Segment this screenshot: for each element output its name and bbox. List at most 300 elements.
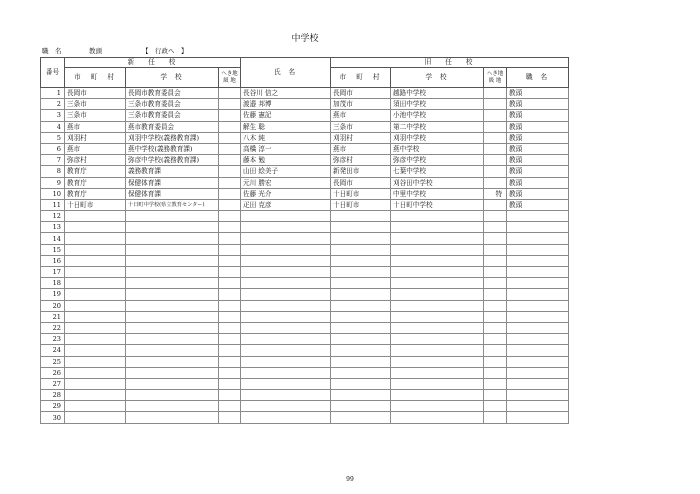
old-school-cell: 刈羽中学校 (391, 132, 484, 143)
new-school-cell (126, 222, 219, 233)
transfer-table (40, 57, 569, 424)
new-school-cell: 刈羽中学校(義務教育課) (126, 132, 219, 143)
old-remote-grade-cell (484, 345, 507, 356)
name-cell (241, 278, 331, 289)
job-title-cell: 教頭 (507, 110, 569, 121)
old-school-cell (391, 244, 484, 255)
row-number: 24 (41, 345, 65, 356)
new-city-cell: 三条市 (65, 110, 126, 121)
name-cell (241, 233, 331, 244)
table-row (41, 188, 569, 199)
new-city-cell: 教育庁 (65, 188, 126, 199)
new-remote-grade-cell (219, 211, 241, 222)
old-city-cell (331, 255, 391, 266)
old-school-cell (391, 222, 484, 233)
table-row (41, 334, 569, 345)
name-cell (241, 322, 331, 333)
new-city-cell (65, 401, 126, 412)
old-remote-grade-cell (484, 222, 507, 233)
old-remote-grade-cell (484, 110, 507, 121)
table-row (41, 378, 569, 389)
new-city-cell: 長岡市 (65, 88, 126, 99)
new-remote-grade-cell (219, 143, 241, 154)
name-cell (241, 334, 331, 345)
new-remote-grade-cell (219, 177, 241, 188)
table-row (41, 233, 569, 244)
new-city-cell (65, 211, 126, 222)
name-cell: 長谷川 信之 (241, 88, 331, 99)
new-school-cell (126, 401, 219, 412)
new-city-cell: 三条市 (65, 99, 126, 110)
old-school-cell (391, 390, 484, 401)
new-remote-grade-cell (219, 132, 241, 143)
name-cell (241, 300, 331, 311)
row-number: 7 (41, 155, 65, 166)
job-title-cell: 教頭 (507, 177, 569, 188)
job-title-cell (507, 233, 569, 244)
new-school-cell: 長岡市教育委員会 (126, 88, 219, 99)
name-cell (241, 367, 331, 378)
new-city-cell (65, 412, 126, 423)
new-city-cell (65, 289, 126, 300)
old-remote-grade-cell (484, 211, 507, 222)
new-city-cell: 十日町市 (65, 199, 126, 210)
new-city-cell (65, 356, 126, 367)
name-cell (241, 267, 331, 278)
job-title-cell (507, 401, 569, 412)
table-row (41, 244, 569, 255)
row-number: 26 (41, 367, 65, 378)
table-body (41, 88, 569, 424)
new-remote-grade-cell (219, 267, 241, 278)
new-school-cell: 十日町中学校(県立教育センター) (126, 199, 219, 210)
row-number: 22 (41, 322, 65, 333)
old-school-cell (391, 255, 484, 266)
header-new-remote-grade (219, 68, 241, 88)
old-city-cell (331, 390, 391, 401)
job-title-cell: 教頭 (507, 155, 569, 166)
job-title-cell (507, 356, 569, 367)
name-cell (241, 390, 331, 401)
table-row (41, 88, 569, 99)
new-city-cell (65, 334, 126, 345)
table-row (41, 155, 569, 166)
old-remote-grade-cell (484, 289, 507, 300)
old-remote-grade-cell (484, 267, 507, 278)
new-remote-grade-cell (219, 278, 241, 289)
old-remote-grade-cell (484, 334, 507, 345)
new-city-cell (65, 367, 126, 378)
new-city-cell (65, 345, 126, 356)
job-title-cell: 教頭 (507, 188, 569, 199)
table-row (41, 177, 569, 188)
row-number: 6 (41, 143, 65, 154)
new-remote-grade-cell (219, 345, 241, 356)
old-city-cell (331, 345, 391, 356)
old-remote-grade-cell (484, 244, 507, 255)
row-number: 17 (41, 267, 65, 278)
old-city-cell (331, 334, 391, 345)
old-remote-grade-cell (484, 233, 507, 244)
new-city-cell: 燕市 (65, 143, 126, 154)
header-name: 氏名 (241, 58, 331, 88)
new-city-cell (65, 300, 126, 311)
old-remote-grade-cell (484, 322, 507, 333)
old-city-cell (331, 222, 391, 233)
old-school-cell: 須田中学校 (391, 99, 484, 110)
old-remote-grade-cell (484, 88, 507, 99)
new-school-cell: 保健体育課 (126, 177, 219, 188)
new-remote-grade-cell (219, 367, 241, 378)
old-school-cell: 小池中学校 (391, 110, 484, 121)
name-cell: 藤本 勉 (241, 155, 331, 166)
table-row (41, 143, 569, 154)
table-row (41, 99, 569, 110)
old-remote-grade-cell: 特 (484, 188, 507, 199)
old-remote-grade-cell (484, 278, 507, 289)
old-remote-grade-cell (484, 367, 507, 378)
new-city-cell (65, 322, 126, 333)
row-number: 4 (41, 121, 65, 132)
name-cell (241, 378, 331, 389)
old-city-cell: 刈羽村 (331, 132, 391, 143)
old-remote-grade-cell (484, 311, 507, 322)
position-category: 【 行政へ 】 (142, 47, 188, 55)
new-school-cell (126, 300, 219, 311)
new-remote-grade-cell (219, 334, 241, 345)
table-row (41, 110, 569, 121)
old-city-cell (331, 300, 391, 311)
name-cell (241, 412, 331, 423)
old-school-cell (391, 378, 484, 389)
new-school-cell (126, 267, 219, 278)
row-number: 28 (41, 390, 65, 401)
row-number: 12 (41, 211, 65, 222)
old-school-cell (391, 267, 484, 278)
name-cell (241, 345, 331, 356)
name-cell: 佐藤 憲記 (241, 110, 331, 121)
job-title-cell (507, 222, 569, 233)
old-city-cell (331, 356, 391, 367)
name-cell: 山田 絵美子 (241, 166, 331, 177)
table-row (41, 322, 569, 333)
old-city-cell (331, 267, 391, 278)
name-cell: 解生 聡 (241, 121, 331, 132)
job-title-cell (507, 278, 569, 289)
new-city-cell: 教育庁 (65, 177, 126, 188)
name-cell (241, 311, 331, 322)
job-title-cell (507, 311, 569, 322)
old-city-cell (331, 244, 391, 255)
old-city-cell: 燕市 (331, 143, 391, 154)
row-number: 30 (41, 412, 65, 423)
new-school-cell (126, 378, 219, 389)
header-new-school: 学校 (126, 68, 219, 88)
new-school-cell (126, 255, 219, 266)
old-city-cell: 弥彦村 (331, 155, 391, 166)
old-city-cell (331, 278, 391, 289)
old-school-cell (391, 412, 484, 423)
job-title-cell: 教頭 (507, 88, 569, 99)
old-school-cell: 刈谷田中学校 (391, 177, 484, 188)
job-title-cell (507, 367, 569, 378)
new-remote-grade-cell (219, 401, 241, 412)
new-city-cell (65, 378, 126, 389)
old-city-cell (331, 367, 391, 378)
new-city-cell: 弥彦村 (65, 155, 126, 166)
name-cell (241, 289, 331, 300)
old-city-cell: 十日町市 (331, 199, 391, 210)
job-title-cell (507, 345, 569, 356)
new-remote-grade-cell (219, 155, 241, 166)
new-school-cell (126, 390, 219, 401)
old-city-cell: 加茂市 (331, 99, 391, 110)
name-cell: 八木 純 (241, 132, 331, 143)
new-school-cell (126, 412, 219, 423)
row-number: 2 (41, 99, 65, 110)
old-remote-grade-cell (484, 166, 507, 177)
header-remote-line2: 級 地 (488, 77, 502, 84)
old-school-cell: 十日町中学校 (391, 199, 484, 210)
old-city-cell: 新発田市 (331, 166, 391, 177)
old-city-cell: 三条市 (331, 121, 391, 132)
old-school-cell (391, 311, 484, 322)
table-row (41, 401, 569, 412)
table-row (41, 289, 569, 300)
old-school-cell (391, 345, 484, 356)
job-title-cell (507, 255, 569, 266)
new-city-cell: 刈羽村 (65, 132, 126, 143)
old-school-cell: 中里中学校 (391, 188, 484, 199)
old-school-cell (391, 334, 484, 345)
header-remote-line1: へき地 (486, 71, 504, 77)
new-remote-grade-cell (219, 199, 241, 210)
new-remote-grade-cell (219, 311, 241, 322)
job-title-cell (507, 211, 569, 222)
table-row (41, 199, 569, 210)
new-remote-grade-cell (219, 300, 241, 311)
old-remote-grade-cell (484, 412, 507, 423)
old-remote-grade-cell (484, 155, 507, 166)
header-number: 番号 (41, 58, 65, 88)
table-row (41, 278, 569, 289)
name-cell (241, 401, 331, 412)
new-remote-grade-cell (219, 378, 241, 389)
old-remote-grade-cell (484, 99, 507, 110)
new-city-cell: 教育庁 (65, 166, 126, 177)
new-remote-grade-cell (219, 390, 241, 401)
name-cell (241, 255, 331, 266)
job-title-cell (507, 322, 569, 333)
name-cell: 佐藤 光介 (241, 188, 331, 199)
new-remote-grade-cell (219, 121, 241, 132)
row-number: 8 (41, 166, 65, 177)
row-number: 21 (41, 311, 65, 322)
row-number: 18 (41, 278, 65, 289)
old-city-cell: 十日町市 (331, 188, 391, 199)
new-remote-grade-cell (219, 233, 241, 244)
new-remote-grade-cell (219, 99, 241, 110)
row-number: 27 (41, 378, 65, 389)
new-remote-grade-cell (219, 222, 241, 233)
row-number: 11 (41, 199, 65, 210)
table-row (41, 121, 569, 132)
old-school-cell: 越路中学校 (391, 88, 484, 99)
name-cell: 渡邉 邦博 (241, 99, 331, 110)
row-number: 10 (41, 188, 65, 199)
header-old-city: 市 町 村 (331, 68, 391, 88)
new-remote-grade-cell (219, 188, 241, 199)
header-old-school: 学校 (391, 68, 484, 88)
table-row (41, 345, 569, 356)
new-school-cell: 義務教育課 (126, 166, 219, 177)
name-cell (241, 244, 331, 255)
old-school-cell (391, 300, 484, 311)
old-city-cell: 長岡市 (331, 177, 391, 188)
new-school-cell: 燕中学校(義務教育課) (126, 143, 219, 154)
old-city-cell (331, 311, 391, 322)
job-title-cell: 教頭 (507, 132, 569, 143)
new-remote-grade-cell (219, 110, 241, 121)
row-number: 3 (41, 110, 65, 121)
old-school-cell: 弥彦中学校 (391, 155, 484, 166)
job-title-cell (507, 244, 569, 255)
old-city-cell: 長岡市 (331, 88, 391, 99)
table-row (41, 356, 569, 367)
new-school-cell: 三条市教育委員会 (126, 110, 219, 121)
new-school-cell: 弥彦中学校(義務教育課) (126, 155, 219, 166)
name-cell: 元川 勝宏 (241, 177, 331, 188)
old-school-cell (391, 356, 484, 367)
old-school-cell (391, 322, 484, 333)
position-value: 教頭 (89, 47, 102, 55)
old-remote-grade-cell (484, 121, 507, 132)
row-number: 19 (41, 289, 65, 300)
new-school-cell: 燕市教育委員会 (126, 121, 219, 132)
old-school-cell (391, 233, 484, 244)
table-row (41, 166, 569, 177)
old-city-cell (331, 289, 391, 300)
new-remote-grade-cell (219, 88, 241, 99)
old-school-cell (391, 289, 484, 300)
new-school-cell (126, 311, 219, 322)
old-remote-grade-cell (484, 300, 507, 311)
table-row (41, 412, 569, 423)
new-school-cell (126, 367, 219, 378)
row-number: 15 (41, 244, 65, 255)
new-remote-grade-cell (219, 289, 241, 300)
new-remote-grade-cell (219, 166, 241, 177)
new-school-cell (126, 289, 219, 300)
table-row (41, 255, 569, 266)
row-number: 9 (41, 177, 65, 188)
new-city-cell (65, 244, 126, 255)
row-number: 29 (41, 401, 65, 412)
new-city-cell (65, 278, 126, 289)
job-title-cell (507, 300, 569, 311)
new-school-cell: 保健体育課 (126, 188, 219, 199)
header-old-school-group: 旧任校 (331, 58, 569, 68)
job-title-cell (507, 390, 569, 401)
row-number: 5 (41, 132, 65, 143)
header-remote-line1: へき地 (221, 71, 238, 77)
old-remote-grade-cell (484, 199, 507, 210)
old-school-cell (391, 278, 484, 289)
name-cell: 疋田 克彦 (241, 199, 331, 210)
old-school-cell (391, 211, 484, 222)
job-title-cell (507, 267, 569, 278)
old-city-cell (331, 211, 391, 222)
new-school-cell (126, 322, 219, 333)
job-title-cell: 教頭 (507, 121, 569, 132)
row-number: 14 (41, 233, 65, 244)
row-number: 23 (41, 334, 65, 345)
old-remote-grade-cell (484, 356, 507, 367)
table-row (41, 390, 569, 401)
row-number: 13 (41, 222, 65, 233)
header-old-remote-grade (484, 68, 507, 88)
header-row-top (41, 58, 569, 68)
old-city-cell (331, 378, 391, 389)
page-number: 99 (346, 476, 354, 483)
table-row (41, 367, 569, 378)
page-title: 中学校 (291, 34, 319, 44)
new-remote-grade-cell (219, 255, 241, 266)
new-remote-grade-cell (219, 322, 241, 333)
new-school-cell (126, 278, 219, 289)
table-row (41, 311, 569, 322)
header-new-city: 市 町 村 (65, 68, 126, 88)
new-school-cell (126, 244, 219, 255)
old-remote-grade-cell (484, 401, 507, 412)
new-remote-grade-cell (219, 412, 241, 423)
old-city-cell: 燕市 (331, 110, 391, 121)
old-school-cell: 燕中学校 (391, 143, 484, 154)
table-row (41, 267, 569, 278)
job-title-cell: 教頭 (507, 199, 569, 210)
old-remote-grade-cell (484, 132, 507, 143)
old-city-cell (331, 322, 391, 333)
old-remote-grade-cell (484, 378, 507, 389)
old-city-cell (331, 233, 391, 244)
header-remote-line2: 級 地 (223, 77, 236, 84)
table-row (41, 222, 569, 233)
name-cell (241, 211, 331, 222)
table-row (41, 132, 569, 143)
job-title-cell (507, 412, 569, 423)
table-row (41, 211, 569, 222)
old-remote-grade-cell (484, 390, 507, 401)
new-school-cell (126, 211, 219, 222)
new-school-cell (126, 334, 219, 345)
job-title-cell (507, 378, 569, 389)
row-number: 16 (41, 255, 65, 266)
new-city-cell (65, 311, 126, 322)
old-city-cell (331, 401, 391, 412)
old-remote-grade-cell (484, 255, 507, 266)
old-city-cell (331, 412, 391, 423)
old-school-cell (391, 367, 484, 378)
job-title-cell (507, 334, 569, 345)
new-school-cell (126, 345, 219, 356)
job-title-cell: 教頭 (507, 166, 569, 177)
job-title-cell: 教頭 (507, 99, 569, 110)
row-number: 1 (41, 88, 65, 99)
name-cell (241, 356, 331, 367)
new-school-cell (126, 233, 219, 244)
old-remote-grade-cell (484, 143, 507, 154)
new-remote-grade-cell (219, 244, 241, 255)
